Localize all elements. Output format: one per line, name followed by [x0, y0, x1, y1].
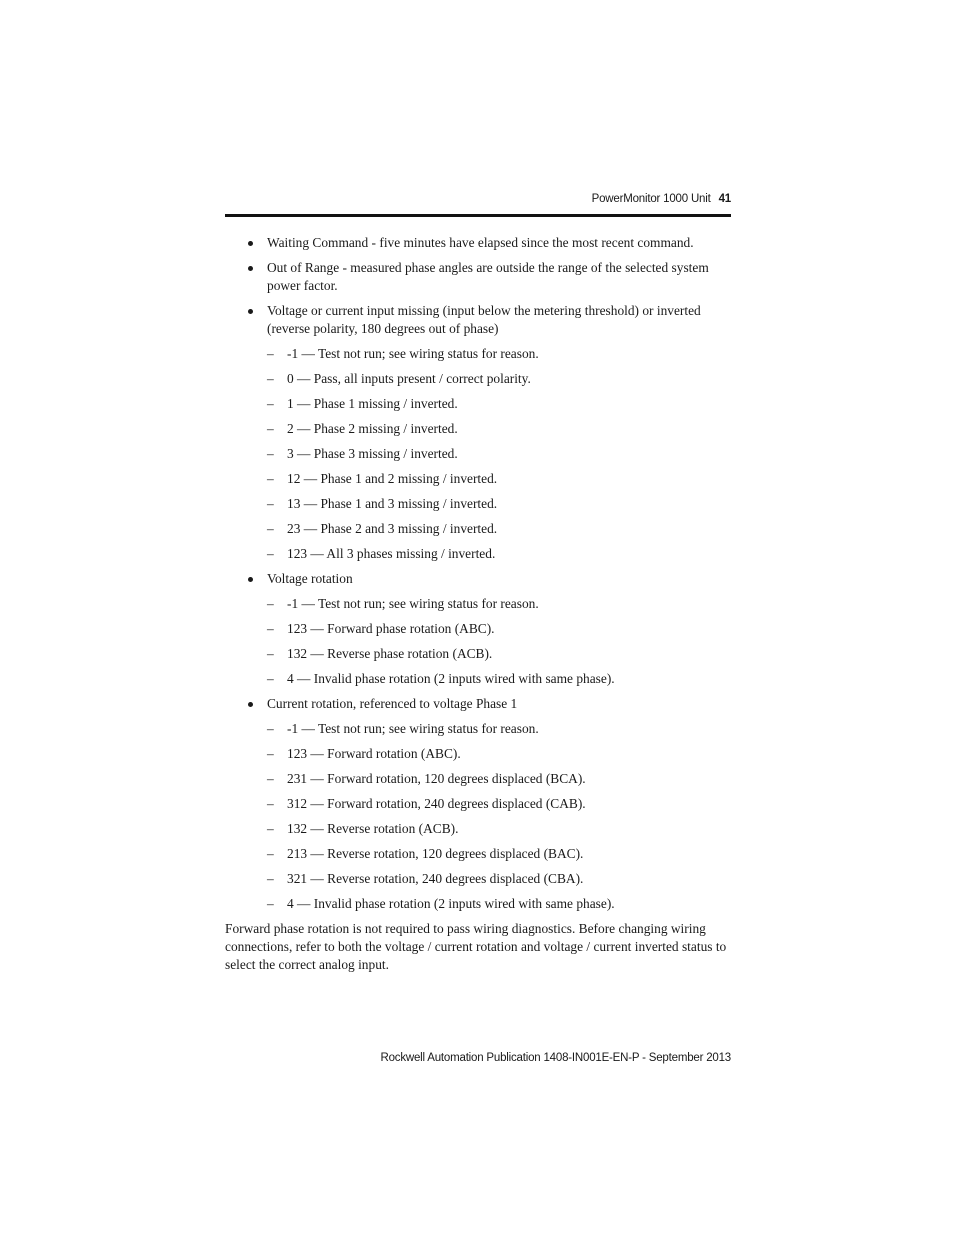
running-head — [225, 193, 731, 205]
body-paragraph: Forward phase rotation is not required to pass wiring diagnostics. Before changing wiring connections, refer to both the voltage / current rotation and voltage / current inverted status to select the correct analog input. — [225, 921, 727, 972]
list-item-text: Voltage or current input missing (input below the metering threshold) or inverted (reverse polarity, 180 degrees out of phase) — [267, 303, 701, 336]
sub-list-item-text: 2 — Phase 2 missing / inverted. — [287, 421, 458, 436]
dash-icon: – — [267, 746, 274, 761]
sub-list — [267, 720, 731, 913]
dash-icon: – — [267, 421, 274, 436]
sub-list-item — [225, 370, 731, 388]
header-rule — [225, 214, 731, 217]
dash-icon: – — [267, 671, 274, 686]
sub-list-item — [225, 670, 731, 688]
bullet-icon — [248, 577, 253, 582]
sub-list-item-text: 4 — Invalid phase rotation (2 inputs wired with same phase). — [287, 896, 615, 911]
sub-list-item-text: 312 — Forward rotation, 240 degrees displaced (CAB). — [287, 796, 586, 811]
sub-list-item — [225, 595, 731, 613]
sub-list-item — [225, 895, 731, 913]
sub-list-item-text: 132 — Reverse rotation (ACB). — [287, 821, 459, 836]
sub-list-item — [225, 520, 731, 538]
dash-icon: – — [267, 646, 274, 661]
sub-list-item — [225, 420, 731, 438]
sub-list-item — [225, 445, 731, 463]
list-item — [225, 302, 731, 563]
dash-icon: – — [267, 896, 274, 911]
dash-icon: – — [267, 771, 274, 786]
bullet-icon — [248, 266, 253, 271]
list-item-text: Current rotation, referenced to voltage Phase 1 — [267, 696, 518, 711]
sub-list-item — [225, 470, 731, 488]
page-number: 41 — [718, 193, 731, 205]
dash-icon: – — [267, 596, 274, 611]
list-item-text: Voltage rotation — [267, 571, 353, 586]
dash-icon: – — [267, 546, 274, 561]
bullet-icon — [248, 309, 253, 314]
footer-publication: Rockwell Automation Publication 1408-IN001E-EN-P - September 2013 — [380, 1052, 731, 1064]
sub-list-item — [225, 870, 731, 888]
sub-list-item — [225, 770, 731, 788]
list-item — [225, 695, 731, 913]
list-item-text: Out of Range - measured phase angles are outside the range of the selected system power factor. — [267, 260, 709, 293]
dash-icon: – — [267, 471, 274, 486]
sub-list-item — [225, 795, 731, 813]
sub-list-item — [225, 345, 731, 363]
sub-list-item — [225, 545, 731, 563]
sub-list-item-text: -1 — Test not run; see wiring status for reason. — [287, 721, 539, 736]
list-item-text: Waiting Command - five minutes have elapsed since the most recent command. — [267, 235, 694, 250]
main-content — [225, 234, 731, 974]
sub-list-item-text: 123 — Forward phase rotation (ABC). — [287, 621, 495, 636]
sub-list-item-text: 123 — Forward rotation (ABC). — [287, 746, 461, 761]
sub-list-item — [225, 745, 731, 763]
bullet-list — [225, 234, 731, 913]
sub-list — [267, 345, 731, 563]
sub-list-item-text: 4 — Invalid phase rotation (2 inputs wired with same phase). — [287, 671, 615, 686]
sub-list-item-text: 231 — Forward rotation, 120 degrees displaced (BCA). — [287, 771, 586, 786]
dash-icon: – — [267, 371, 274, 386]
dash-icon: – — [267, 721, 274, 736]
dash-icon: – — [267, 821, 274, 836]
sub-list-item-text: 13 — Phase 1 and 3 missing / inverted. — [287, 496, 498, 511]
dash-icon: – — [267, 521, 274, 536]
sub-list-item — [225, 845, 731, 863]
sub-list-item — [225, 720, 731, 738]
sub-list-item — [225, 820, 731, 838]
sub-list — [267, 595, 731, 688]
dash-icon: – — [267, 496, 274, 511]
dash-icon: – — [267, 871, 274, 886]
dash-icon: – — [267, 846, 274, 861]
sub-list-item-text: 23 — Phase 2 and 3 missing / inverted. — [287, 521, 498, 536]
sub-list-item — [225, 620, 731, 638]
sub-list-item — [225, 495, 731, 513]
dash-icon: – — [267, 346, 274, 361]
sub-list-item — [225, 645, 731, 663]
sub-list-item-text: 3 — Phase 3 missing / inverted. — [287, 446, 458, 461]
dash-icon: – — [267, 396, 274, 411]
sub-list-item-text: 1 — Phase 1 missing / inverted. — [287, 396, 458, 411]
dash-icon: – — [267, 621, 274, 636]
dash-icon: – — [267, 796, 274, 811]
bullet-icon — [248, 702, 253, 707]
sub-list-item-text: 12 — Phase 1 and 2 missing / inverted. — [287, 471, 498, 486]
running-head-title: PowerMonitor 1000 Unit — [591, 193, 711, 205]
list-item — [225, 570, 731, 688]
sub-list-item-text: 0 — Pass, all inputs present / correct polarity. — [287, 371, 531, 386]
sub-list-item-text: -1 — Test not run; see wiring status for reason. — [287, 596, 539, 611]
sub-list-item-text: 213 — Reverse rotation, 120 degrees displaced (BAC). — [287, 846, 584, 861]
sub-list-item-text: -1 — Test not run; see wiring status for reason. — [287, 346, 539, 361]
sub-list-item-text: 132 — Reverse phase rotation (ACB). — [287, 646, 493, 661]
list-item — [225, 234, 731, 252]
sub-list-item-text: 321 — Reverse rotation, 240 degrees displaced (CBA). — [287, 871, 584, 886]
sub-list-item-text: 123 — All 3 phases missing / inverted. — [287, 546, 496, 561]
list-item — [225, 259, 731, 295]
dash-icon: – — [267, 446, 274, 461]
bullet-icon — [248, 241, 253, 246]
sub-list-item — [225, 395, 731, 413]
